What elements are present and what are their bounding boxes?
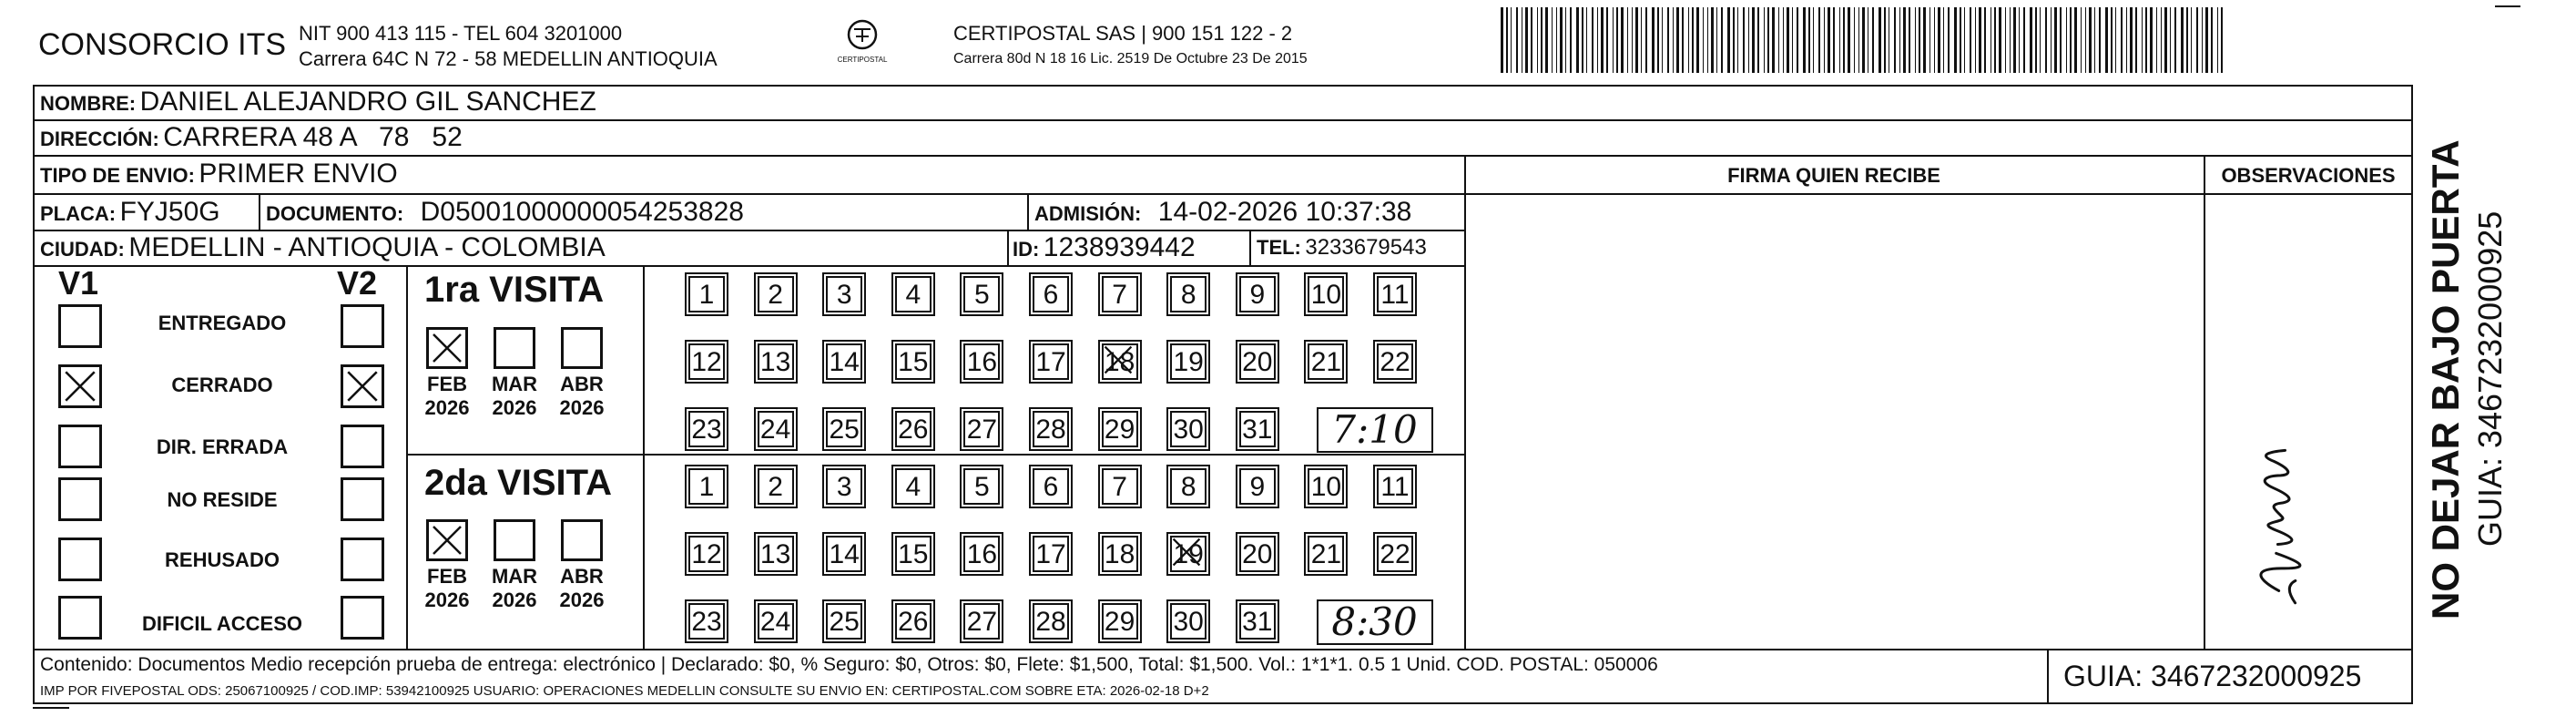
- barcode-bar: [1576, 7, 1579, 73]
- barcode-bar: [1707, 7, 1708, 73]
- barcode-bar: [1824, 7, 1825, 73]
- visit2-day-box[interactable]: 11: [1377, 468, 1413, 505]
- barcode-bar: [1721, 7, 1723, 73]
- barcode-bar: [1733, 7, 1735, 73]
- barcode-bar: [1919, 7, 1920, 73]
- barcode-bar: [1843, 7, 1845, 73]
- barcode-bar: [1984, 7, 1986, 73]
- id-field: [1013, 232, 1196, 263]
- status-v1-checkbox[interactable]: [58, 304, 102, 348]
- barcode-bar: [1511, 7, 1512, 73]
- admision-field: [1034, 197, 1411, 228]
- barcode-bar: [2145, 7, 2147, 73]
- barcode-bar: [2013, 7, 2016, 73]
- header: [0, 0, 2576, 87]
- visit1-day-box[interactable]: 21: [1308, 343, 1344, 380]
- barcode-bar: [1570, 7, 1572, 73]
- visit1-time-box-value: 7:10: [1331, 407, 1418, 452]
- direccion-field: [40, 122, 463, 153]
- barcode-bar: [1667, 7, 1669, 73]
- courier-address: Carrera 80d N 18 16 Lic. 2519 De Octubre 23 De 2015: [953, 51, 1308, 67]
- barcode-bar: [1692, 7, 1694, 73]
- barcode-bar: [1854, 7, 1855, 73]
- month-year: 2026: [424, 589, 470, 611]
- visit1-day-box[interactable]: 29: [1102, 411, 1138, 447]
- barcode-bar: [2174, 7, 2176, 73]
- visit1-day-box[interactable]: 20: [1239, 343, 1276, 380]
- barcode-bar: [1501, 7, 1503, 73]
- visit2-day-box[interactable]: 7: [1102, 468, 1138, 505]
- visit2-day-box[interactable]: 20: [1239, 536, 1276, 572]
- nombre-value: DANIEL ALEJANDRO GIL SANCHEZ: [139, 87, 596, 117]
- barcode-bar: [1682, 7, 1684, 73]
- side-warning: NO DEJAR BAJO PUERTA: [2424, 139, 2467, 619]
- visit1-day-box[interactable]: 26: [895, 411, 932, 447]
- visit1-day-box[interactable]: 30: [1170, 411, 1207, 447]
- barcode-bar: [1552, 7, 1553, 73]
- barcode-bar: [2164, 7, 2167, 73]
- barcode-bar: [1676, 7, 1679, 73]
- barcode-bar: [2035, 7, 2037, 73]
- visit2-month-label: [420, 565, 474, 612]
- visit2-day-box[interactable]: 23: [688, 603, 725, 640]
- visit2-day-box[interactable]: 29: [1102, 603, 1138, 640]
- barcode-bar: [1606, 7, 1608, 73]
- barcode-bar: [1792, 7, 1793, 73]
- id-label: ID:: [1013, 238, 1040, 261]
- barcode-bar: [1657, 7, 1659, 73]
- status-label: CERRADO: [171, 374, 273, 396]
- status-label: NO RESIDE: [167, 488, 278, 511]
- visit2-day-box[interactable]: 3: [826, 468, 862, 505]
- visit1-month-label: [487, 373, 542, 420]
- visit1-month-checkbox[interactable]: [494, 327, 535, 369]
- barcode-bar: [2030, 7, 2032, 73]
- barcode-bar: [1516, 7, 1518, 73]
- documento-field: [266, 197, 744, 228]
- visit2-day-box[interactable]: 14: [826, 536, 862, 572]
- barcode-bar: [1627, 7, 1628, 73]
- company-address: Carrera 64C N 72 - 58 MEDELLIN ANTIOQUIA: [299, 47, 718, 70]
- barcode-bar: [1616, 7, 1618, 73]
- tel-label: TEL:: [1257, 236, 1301, 259]
- barcode-bar: [1560, 7, 1563, 73]
- ciudad-value: MEDELLIN - ANTIOQUIA - COLOMBIA: [128, 232, 606, 262]
- barcode-bar: [2070, 7, 2072, 73]
- barcode-bar: [2066, 7, 2067, 73]
- corner-tick: [33, 707, 69, 709]
- barcode-bar: [1787, 7, 1789, 73]
- visit1-day-box[interactable]: 7: [1102, 276, 1138, 312]
- status-label: ENTREGADO: [158, 312, 287, 334]
- visit2-day-box[interactable]: 27: [963, 603, 1000, 640]
- barcode-bar: [2161, 7, 2162, 73]
- barcode-bar: [2121, 7, 2123, 73]
- barcode-bar: [1586, 7, 1587, 73]
- barcode-bar: [1862, 7, 1865, 73]
- barcode-bar: [1652, 7, 1655, 73]
- visit1-day-box[interactable]: 25: [826, 411, 862, 447]
- visit2-day-box[interactable]: 19: [1170, 536, 1207, 572]
- barcode-bar: [1748, 7, 1749, 73]
- visit2-month-checkbox[interactable]: [426, 519, 468, 561]
- barcode-bar: [1613, 7, 1614, 73]
- visit2-day-box[interactable]: 30: [1170, 603, 1207, 640]
- barcode-bar: [1506, 7, 1508, 73]
- barcode-bar: [1839, 7, 1840, 73]
- barcode-bar: [1688, 7, 1689, 73]
- barcode-bar: [1979, 7, 1981, 73]
- barcode-bar: [1531, 7, 1532, 73]
- barcode-bar: [2115, 7, 2116, 73]
- firma-label: FIRMA QUIEN RECIBE: [1727, 164, 1940, 187]
- barcode-bar: [2150, 7, 2153, 73]
- visit2-time-box-value: 8:30: [1331, 599, 1418, 644]
- visit2-day-box[interactable]: 25: [826, 603, 862, 640]
- svg-text:CERTIPOSTAL: CERTIPOSTAL: [837, 56, 888, 64]
- certipostal-logo: [830, 18, 894, 69]
- visit1-day-box[interactable]: 13: [758, 343, 794, 380]
- tipo-value: PRIMER ENVIO: [199, 159, 398, 189]
- barcode-bar: [1938, 7, 1940, 73]
- barcode-bar: [2130, 7, 2133, 73]
- barcode-bar: [1696, 7, 1699, 73]
- barcode-bar: [2142, 7, 2143, 73]
- barcode-bar: [2060, 7, 2062, 73]
- barcode-bar: [1929, 7, 1930, 73]
- barcode-bar: [1767, 7, 1769, 73]
- visit1-day-box[interactable]: 3: [826, 276, 862, 312]
- visit2-day-box[interactable]: 22: [1377, 536, 1413, 572]
- visit2-day-box[interactable]: 26: [895, 603, 932, 640]
- status-v2-checkbox[interactable]: [341, 477, 384, 521]
- v1-label: V1: [58, 264, 99, 302]
- visit1-day-box[interactable]: 14: [826, 343, 862, 380]
- visit2-day-box[interactable]: 8: [1170, 468, 1207, 505]
- barcode-bar: [1828, 7, 1830, 73]
- barcode-bar: [1556, 7, 1557, 73]
- visit1-day-box[interactable]: 23: [688, 411, 725, 447]
- barcode-bar: [1943, 7, 1944, 73]
- visit2-day-box[interactable]: 4: [895, 468, 932, 505]
- barcode-bar: [2094, 7, 2095, 73]
- barcode-bar: [1541, 7, 1543, 73]
- admision-value: 14-02-2026 10:37:38: [1157, 197, 1412, 227]
- barcode-bar: [1872, 7, 1874, 73]
- barcode-bar: [2023, 7, 2025, 73]
- visit1-month-checkbox[interactable]: [561, 327, 603, 369]
- barcode-bar: [1545, 7, 1548, 73]
- barcode-bar: [1582, 7, 1583, 73]
- barcode-bar: [1894, 7, 1896, 73]
- barcode-bar: [2045, 7, 2047, 73]
- visit1-day-box[interactable]: 10: [1308, 276, 1344, 312]
- barcode-bar: [1592, 7, 1593, 73]
- visit1-month-label: [555, 373, 609, 420]
- month-name: MAR: [491, 373, 538, 395]
- footer-content: Contenido: Documentos Medio recepción prueba de entrega: electrónico | Declarado: $0, % Seguro: $0, Otros: $0, Flete: $1,500, Total: $1,500. Vol.: 1*1*1. 0.5 1 Unid. COD. POSTAL: 050006: [40, 654, 1658, 675]
- visit1-day-box[interactable]: 15: [895, 343, 932, 380]
- barcode-bar: [2074, 7, 2077, 73]
- corner-rule: [2495, 5, 2520, 7]
- status-v2-checkbox[interactable]: [341, 538, 384, 581]
- barcode-bar: [1743, 7, 1745, 73]
- status-v1-checkbox[interactable]: [58, 425, 102, 468]
- visit2-day-box[interactable]: 17: [1033, 536, 1069, 572]
- barcode-bar: [2126, 7, 2127, 73]
- status-v1-checkbox[interactable]: [58, 538, 102, 581]
- barcode-bar: [1858, 7, 1859, 73]
- visit2-day-box[interactable]: 28: [1033, 603, 1069, 640]
- documento-label: DOCUMENTO:: [266, 202, 404, 225]
- visit1-day-box[interactable]: 24: [758, 411, 794, 447]
- barcode-bar: [2099, 7, 2101, 73]
- barcode-bar: [2051, 7, 2052, 73]
- month-name: FEB: [427, 373, 467, 395]
- barcode-bar: [2221, 7, 2223, 73]
- barcode-bar: [2019, 7, 2020, 73]
- visit1-time-box[interactable]: [1317, 407, 1433, 453]
- id-value: 1238939442: [1043, 232, 1196, 262]
- barcode-bar: [2054, 7, 2057, 73]
- status-v2-checkbox[interactable]: [341, 596, 384, 640]
- status-v2-checkbox[interactable]: [341, 304, 384, 348]
- barcode-bar: [1909, 7, 1910, 73]
- status-label: DIFICIL ACCESO: [141, 612, 302, 635]
- status-v1-checkbox[interactable]: [58, 596, 102, 640]
- barcode-bar: [1903, 7, 1906, 73]
- documento-value: D05001000000054253828: [420, 197, 744, 227]
- barcode-bar: [2135, 7, 2137, 73]
- visit2-day-box[interactable]: 18: [1102, 536, 1138, 572]
- barcode-bar: [1879, 7, 1881, 73]
- courier-name: CERTIPOSTAL SAS | 900 151 122 - 2: [953, 22, 1293, 45]
- barcode-bar: [2105, 7, 2108, 73]
- nombre-label: NOMBRE:: [40, 92, 137, 115]
- status-v1-checkbox[interactable]: [58, 364, 102, 408]
- barcode-bar: [1764, 7, 1765, 73]
- barcode-bar: [1662, 7, 1663, 73]
- barcode-bar: [1716, 7, 1717, 73]
- barcode-bar: [1915, 7, 1916, 73]
- barcode-bar: [1833, 7, 1835, 73]
- visit1-day-box[interactable]: 12: [688, 343, 725, 380]
- visit2-day-box[interactable]: 31: [1239, 603, 1276, 640]
- admision-label: ADMISIÓN:: [1034, 202, 1142, 225]
- visit1-month-label: [420, 373, 474, 420]
- month-year: 2026: [492, 589, 537, 611]
- visit2-day-box[interactable]: 2: [758, 468, 794, 505]
- barcode-bar: [1960, 7, 1961, 73]
- visit1-day-box[interactable]: 16: [963, 343, 1000, 380]
- placa-value: FYJ50G: [119, 197, 220, 227]
- barcode-bar: [2089, 7, 2092, 73]
- visit1-day-box[interactable]: 28: [1033, 411, 1069, 447]
- barcode-bar: [1641, 7, 1642, 73]
- direccion-label: DIRECCIÓN:: [40, 128, 159, 150]
- visit2-day-box[interactable]: 5: [963, 468, 1000, 505]
- barcode-bar: [2196, 7, 2198, 73]
- barcode-bar: [1711, 7, 1714, 73]
- barcode-bar: [1772, 7, 1775, 73]
- barcode-bar: [1994, 7, 1996, 73]
- tipo-label: TIPO DE ENVIO:: [40, 164, 195, 187]
- barcode-bar: [1783, 7, 1784, 73]
- direccion-value: CARRERA 48 A 78 52: [163, 122, 463, 152]
- month-name: MAR: [491, 565, 538, 588]
- barcode-bar: [2205, 7, 2208, 73]
- visit1-day-box[interactable]: 19: [1170, 343, 1207, 380]
- barcode-bar: [2211, 7, 2213, 73]
- visit1-month-checkbox[interactable]: [426, 327, 468, 369]
- ciudad-label: CIUDAD:: [40, 238, 125, 261]
- barcode-bar: [2005, 7, 2006, 73]
- nombre-field: [40, 87, 596, 118]
- barcode-bar: [2040, 7, 2041, 73]
- visit1-day-box[interactable]: 2: [758, 276, 794, 312]
- barcode-bar: [2156, 7, 2157, 73]
- month-year: 2026: [424, 396, 470, 419]
- status-label: REHUSADO: [165, 548, 280, 571]
- ciudad-field: [40, 232, 606, 263]
- barcode: [1501, 7, 2229, 73]
- barcode-bar: [2081, 7, 2082, 73]
- visit1-day-box[interactable]: 22: [1377, 343, 1413, 380]
- month-name: ABR: [560, 373, 604, 395]
- barcode-bar: [1737, 7, 1738, 73]
- barcode-bar: [1621, 7, 1624, 73]
- barcode-bar: [1727, 7, 1730, 73]
- visit2-day-box[interactable]: 6: [1033, 468, 1069, 505]
- barcode-bar: [1565, 7, 1566, 73]
- visit1-day-box[interactable]: 31: [1239, 411, 1276, 447]
- barcode-bar: [2202, 7, 2203, 73]
- visit1-title: 1ra VISITA: [424, 270, 605, 310]
- barcode-bar: [1525, 7, 1528, 73]
- barcode-bar: [1884, 7, 1886, 73]
- visit1-day-box[interactable]: 17: [1033, 343, 1069, 380]
- visit1-day-box[interactable]: 11: [1377, 276, 1413, 312]
- barcode-bar: [2186, 7, 2188, 73]
- status-label: DIR. ERRADA: [156, 435, 289, 458]
- visit2-month-checkbox[interactable]: [494, 519, 535, 561]
- visit2-day-box[interactable]: 12: [688, 536, 725, 572]
- tel-value: 3233679543: [1305, 235, 1427, 260]
- visit2-month-label: [555, 565, 609, 612]
- barcode-bar: [1673, 7, 1674, 73]
- barcode-bar: [1948, 7, 1950, 73]
- barcode-bar: [1954, 7, 1957, 73]
- month-name: FEB: [427, 565, 467, 588]
- month-year: 2026: [559, 396, 605, 419]
- barcode-bar: [1899, 7, 1900, 73]
- barcode-bar: [1635, 7, 1638, 73]
- footer-print-info: IMP POR FIVEPOSTAL ODS: 25067100925 / COD.IMP: 53942100925 USUARIO: OPERACIONES MEDELLIN CONSULTE SU ENVIO EN: CERTIPOSTAL.COM SOBRE ETA: 2026-02-18 D+2: [40, 683, 1209, 699]
- barcode-bar: [1797, 7, 1798, 73]
- barcode-bar: [1632, 7, 1633, 73]
- barcode-bar: [1964, 7, 1965, 73]
- status-v2-checkbox[interactable]: [341, 425, 384, 468]
- status-v2-checkbox[interactable]: [341, 364, 384, 408]
- barcode-bar: [1970, 7, 1971, 73]
- barcode-bar: [1645, 7, 1647, 73]
- visit1-day-box[interactable]: 27: [963, 411, 1000, 447]
- visit1-day-box[interactable]: 8: [1170, 276, 1207, 312]
- signature: [2240, 392, 2349, 610]
- visit2-day-box[interactable]: 21: [1308, 536, 1344, 572]
- visit2-day-box[interactable]: 15: [895, 536, 932, 572]
- visit2-title: 2da VISITA: [424, 463, 612, 503]
- barcode-bar: [1601, 7, 1604, 73]
- visit2-day-box[interactable]: 13: [758, 536, 794, 572]
- visit1-day-box[interactable]: 5: [963, 276, 1000, 312]
- barcode-bar: [2217, 7, 2218, 73]
- barcode-bar: [1803, 7, 1806, 73]
- visit1-day-box[interactable]: 18: [1102, 343, 1138, 380]
- observaciones-label: OBSERVACIONES: [2221, 164, 2396, 187]
- visit1-day-box[interactable]: 1: [688, 276, 725, 312]
- placa-label: PLACA:: [40, 202, 117, 225]
- visit1-day-box[interactable]: 9: [1239, 276, 1276, 312]
- visit2-day-box[interactable]: 9: [1239, 468, 1276, 505]
- footer-guia: GUIA: 3467232000925: [2063, 660, 2362, 692]
- visit2-day-box[interactable]: 24: [758, 603, 794, 640]
- month-year: 2026: [492, 396, 537, 419]
- barcode-bar: [1778, 7, 1779, 73]
- visit1-day-box[interactable]: 6: [1033, 276, 1069, 312]
- visit2-time-box[interactable]: [1317, 599, 1433, 645]
- barcode-bar: [1934, 7, 1935, 73]
- v2-label: V2: [337, 264, 378, 302]
- visit2-month-checkbox[interactable]: [561, 519, 603, 561]
- barcode-bar: [1757, 7, 1759, 73]
- barcode-bar: [1848, 7, 1850, 73]
- barcode-bar: [1999, 7, 2001, 73]
- tipo-field: [40, 159, 398, 189]
- tel-field: [1257, 235, 1427, 261]
- visit1-day-box[interactable]: 4: [895, 276, 932, 312]
- barcode-bar: [1818, 7, 1820, 73]
- status-v1-checkbox[interactable]: [58, 477, 102, 521]
- barcode-bar: [2010, 7, 2011, 73]
- barcode-bar: [2085, 7, 2086, 73]
- barcode-bar: [1923, 7, 1926, 73]
- visit2-month-label: [487, 565, 542, 612]
- barcode-bar: [1703, 7, 1704, 73]
- company-name: CONSORCIO ITS: [38, 27, 287, 62]
- barcode-bar: [2111, 7, 2113, 73]
- barcode-bar: [2181, 7, 2184, 73]
- barcode-bar: [1597, 7, 1598, 73]
- month-year: 2026: [559, 589, 605, 611]
- barcode-bar: [1808, 7, 1810, 73]
- visit2-day-box[interactable]: 1: [688, 468, 725, 505]
- barcode-bar: [2170, 7, 2171, 73]
- visit2-day-box[interactable]: 16: [963, 536, 1000, 572]
- side-guia: GUIA: 3467232000925: [2471, 210, 2509, 547]
- month-name: ABR: [560, 565, 604, 588]
- company-nit: NIT 900 413 115 - TEL 604 3201000: [299, 22, 623, 45]
- barcode-bar: [2191, 7, 2192, 73]
- barcode-bar: [1537, 7, 1538, 73]
- barcode-bar: [1752, 7, 1755, 73]
- barcode-bar: [1975, 7, 1976, 73]
- placa-field: [40, 197, 220, 228]
- visit2-day-box[interactable]: 10: [1308, 468, 1344, 505]
- barcode-bar: [1813, 7, 1814, 73]
